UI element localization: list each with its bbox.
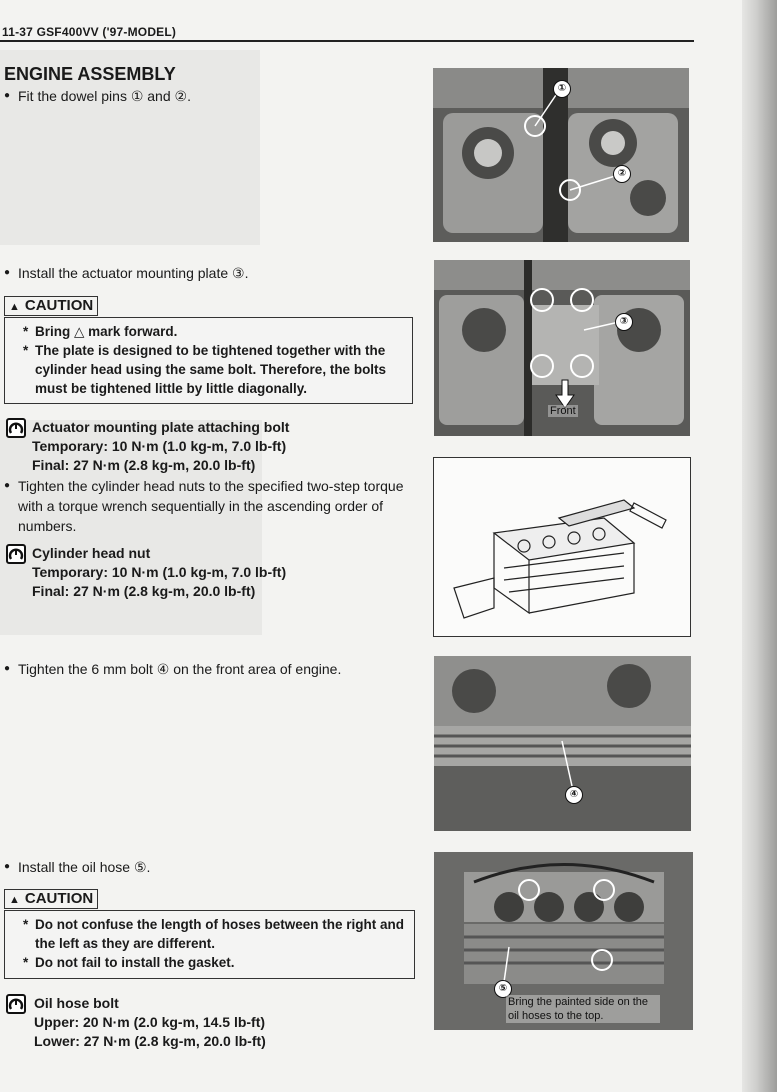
caution-item: * Bring △ mark forward. [23, 322, 406, 341]
photo-actuator-plate [434, 260, 690, 436]
torque-actuator-title: Actuator mounting plate attaching bolt [32, 419, 290, 435]
page-spine-shadow [742, 0, 777, 1092]
caution-box-2 [4, 910, 415, 979]
torque-oil-upper: Upper: 20 N·m (2.0 kg-m, 14.5 lb-ft) [34, 1014, 266, 1030]
photo-oil-hose [434, 852, 693, 1030]
oil-hose-note: Bring the painted side on the oil hoses to the top. [506, 995, 660, 1023]
photo-callout: ④ [565, 786, 583, 804]
caution-box-1 [4, 317, 413, 404]
warning-triangle-icon: ▲ [9, 894, 20, 906]
torque-head-title: Cylinder head nut [32, 545, 151, 561]
caution-label-2 [4, 889, 98, 909]
step-dowel-pins: ● Fit the dowel pins ① and ②. [2, 86, 418, 106]
photo-6mm-bolt [434, 656, 691, 831]
caution-label-text: CAUTION [24, 890, 94, 907]
torque-head-final: Final: 27 N·m (2.8 kg-m, 20.0 lb-ft) [32, 583, 256, 599]
step-oil-hose: ● Install the oil hose ⑤. [2, 857, 418, 877]
caution-item: * Do not confuse the length of hoses between the right and the left as they are different. [23, 915, 408, 953]
torque-wrench-icon [6, 418, 26, 438]
header-rule [0, 40, 694, 42]
photo-callout: ③ [615, 313, 633, 331]
torque-oil-title: Oil hose bolt [34, 995, 119, 1011]
torque-actuator-temporary: Temporary: 10 N·m (1.0 kg-m, 7.0 lb-ft) [32, 438, 287, 454]
torque-oil-lower: Lower: 27 N·m (2.8 kg-m, 20.0 lb-ft) [34, 1033, 266, 1049]
photo-dowel-pins [433, 68, 689, 242]
torque-wrench-icon [6, 994, 26, 1014]
torque-wrench-icon [6, 544, 26, 564]
front-label: Front [550, 405, 576, 417]
torque-head-temporary: Temporary: 10 N·m (1.0 kg-m, 7.0 lb-ft) [32, 564, 287, 580]
section-title: ENGINE ASSEMBLY [4, 64, 176, 84]
photo-callout: ② [613, 165, 631, 183]
caution-label-text: CAUTION [24, 297, 94, 314]
step-6mm-bolt: ● Tighten the 6 mm bolt ④ on the front area of engine. [2, 659, 418, 679]
caution-item: * Do not fail to install the gasket. [23, 953, 408, 972]
step-tighten-head-nuts: ● Tighten the cylinder head nuts to the specified two-step torque with a torque wrench sequentially in the ascending order of numbers. [2, 476, 430, 536]
page-header: 11-37 GSF400VV ('97-MODEL) [2, 25, 177, 39]
torque-actuator-final: Final: 27 N·m (2.8 kg-m, 20.0 lb-ft) [32, 457, 256, 473]
illustration-torque-wrench [433, 457, 691, 637]
photo-callout: ① [553, 80, 571, 98]
warning-triangle-icon: ▲ [9, 301, 20, 313]
step-actuator-plate: ● Install the actuator mounting plate ③. [2, 263, 418, 283]
caution-item: * The plate is designed to be tightened together with the cylinder head using the same bolt. Therefore, the bolts must be tightened little by little diagonally. [23, 341, 406, 398]
caution-label-1 [4, 296, 98, 316]
photo-callout: ⑤ [494, 980, 512, 998]
